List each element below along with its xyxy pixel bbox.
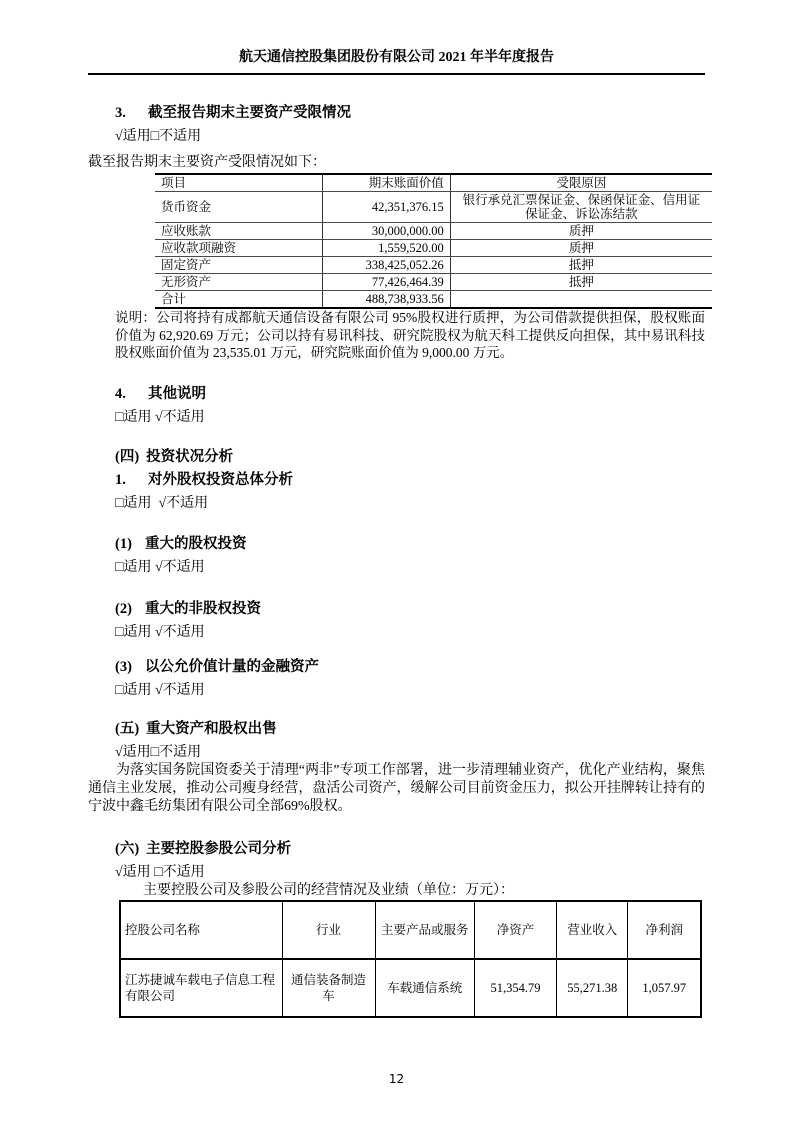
table-row [155, 257, 712, 274]
section-si-title: 投资状况分析 [146, 448, 234, 465]
section-si-heading [115, 447, 705, 467]
report-header [88, 0, 705, 75]
section-si-1-2-heading [115, 599, 705, 619]
section-3-number: 3. [115, 105, 126, 121]
cell-value: 77,426,464.39 [322, 274, 450, 291]
cell-revenue: 55,271.38 [557, 959, 628, 1017]
cell-industry: 通信装备制造车 [282, 959, 375, 1017]
section-si-1-1-heading [115, 534, 705, 554]
cell-value: 338,425,052.26 [322, 257, 450, 274]
section-3-applicability: √适用□不适用 [115, 129, 202, 144]
section-si-1-2-number: (2) [115, 600, 132, 617]
table-row [155, 192, 712, 223]
section-wu-number: (五) [115, 720, 140, 737]
cell-reason [450, 291, 712, 309]
section-4-number: 4. [115, 385, 126, 402]
cell-item: 应收款项融资 [155, 240, 322, 257]
section-si-1-2-applicability: □适用 √不适用 [115, 624, 205, 640]
table-header-row [155, 174, 712, 192]
table-row [155, 240, 712, 257]
cell-company-name: 江苏捷诚车载电子信息工程有限公司 [120, 959, 282, 1017]
cell-value: 1,559,520.00 [322, 240, 450, 257]
column-header-value: 期末账面价值 [322, 174, 450, 192]
table-row [155, 274, 712, 291]
cell-item: 应收账款 [155, 223, 322, 240]
section-si-1-1-number: (1) [115, 535, 132, 552]
section-wu-title: 重大资产和股权出售 [146, 720, 277, 737]
section-liu-heading [115, 839, 705, 859]
section-si-1-applicability: □适用 √不适用 [115, 495, 209, 511]
section-liu-intro: 主要控股公司及参股公司的经营情况及业绩（单位：万元）： [143, 882, 514, 898]
column-header-net-assets: 净资产 [474, 901, 556, 959]
section-wu-paragraph: 为落实国务院国资委关于清理“两非”专项工作部署，进一步清理辅业资产，优化产业结构，聚焦通信主业发展，推动公司瘦身经营，盘活公司资产，缓解公司目前资金压力，拟公开挂牌转让持有的宁波中鑫毛纺集团有限公司全部69%股权。 [88, 762, 705, 814]
page-number: 12 [388, 1072, 405, 1086]
section-3-heading [115, 103, 705, 123]
report-header-title: 航天通信控股集团股份有限公司 2021 年半年度报告 [239, 50, 554, 65]
cell-reason: 质押 [450, 223, 712, 240]
section-liu-number: (六) [115, 840, 140, 857]
section-wu-heading [115, 719, 705, 739]
table-total-row [155, 291, 712, 309]
section-4-title: 其他说明 [148, 385, 206, 402]
section-si-1-3-number: (3) [115, 658, 132, 675]
column-header-company-name: 控股公司名称 [120, 901, 282, 959]
subsidiaries-table [119, 900, 702, 1018]
section-wu-applicability: √适用□不适用 [115, 744, 202, 760]
table-row [120, 959, 701, 1017]
section-si-1-2-title: 重大的非股权投资 [145, 600, 261, 617]
section-si-number: (四) [115, 448, 140, 465]
cell-reason: 质押 [450, 240, 712, 257]
section-3-title: 截至报告期末主要资产受限情况 [148, 105, 351, 121]
table-header-row [120, 901, 701, 959]
section-si-1-title: 对外股权投资总体分析 [148, 471, 293, 488]
section-si-1-heading [115, 470, 705, 490]
restricted-assets-table [155, 173, 712, 309]
cell-net-assets: 51,354.79 [474, 959, 556, 1017]
cell-value: 30,000,000.00 [322, 223, 450, 240]
cell-item: 固定资产 [155, 257, 322, 274]
column-header-revenue: 营业收入 [557, 901, 628, 959]
table-row [155, 223, 712, 240]
section-4-applicability: □适用 √不适用 [115, 409, 205, 425]
column-header-reason: 受限原因 [450, 174, 712, 192]
column-header-industry: 行业 [282, 901, 375, 959]
cell-reason: 银行承兑汇票保证金、保函保证金、信用证保证金、诉讼冻结款 [450, 192, 712, 223]
section-si-1-3-heading [115, 657, 705, 677]
cell-item: 无形资产 [155, 274, 322, 291]
section-3-intro: 截至报告期末主要资产受限情况如下： [88, 155, 326, 170]
cell-item: 合计 [161, 292, 187, 306]
section-liu-applicability: √适用 □不适用 [115, 864, 205, 880]
section-si-1-1-title: 重大的股权投资 [145, 535, 247, 552]
section-4-heading [115, 384, 705, 404]
section-si-1-3-title: 以公允价值计量的金融资产 [145, 658, 319, 675]
column-header-item: 项目 [155, 174, 322, 192]
cell-net-profit: 1,057.97 [628, 959, 701, 1017]
section-si-1-number: 1. [115, 471, 126, 488]
section-si-1-1-applicability: □适用 √不适用 [115, 559, 205, 575]
section-si-1-3-applicability: □适用 √不适用 [115, 682, 205, 698]
cell-reason: 抵押 [450, 274, 712, 291]
cell-value: 488,738,933.56 [322, 291, 450, 309]
column-header-net-profit: 净利润 [628, 901, 701, 959]
cell-reason: 抵押 [450, 257, 712, 274]
cell-item: 货币资金 [155, 192, 322, 223]
restricted-assets-note: 说明：公司将持有成都航天通信设备有限公司 95%股权进行质押，为公司借款提供担保，股权账面价值为 62,920.69 万元；公司以持有易讯科技、研究院股权为航天科工提供反向担保，其中易讯科技股权账面价值为 23,535.01 万元，研究院账面价值为 9,000.00 万元。 [115, 310, 705, 360]
cell-products: 车载通信系统 [375, 959, 474, 1017]
cell-value: 42,351,376.15 [322, 192, 450, 223]
section-liu-title: 主要控股参股公司分析 [146, 840, 292, 857]
column-header-products: 主要产品或服务 [375, 901, 474, 959]
